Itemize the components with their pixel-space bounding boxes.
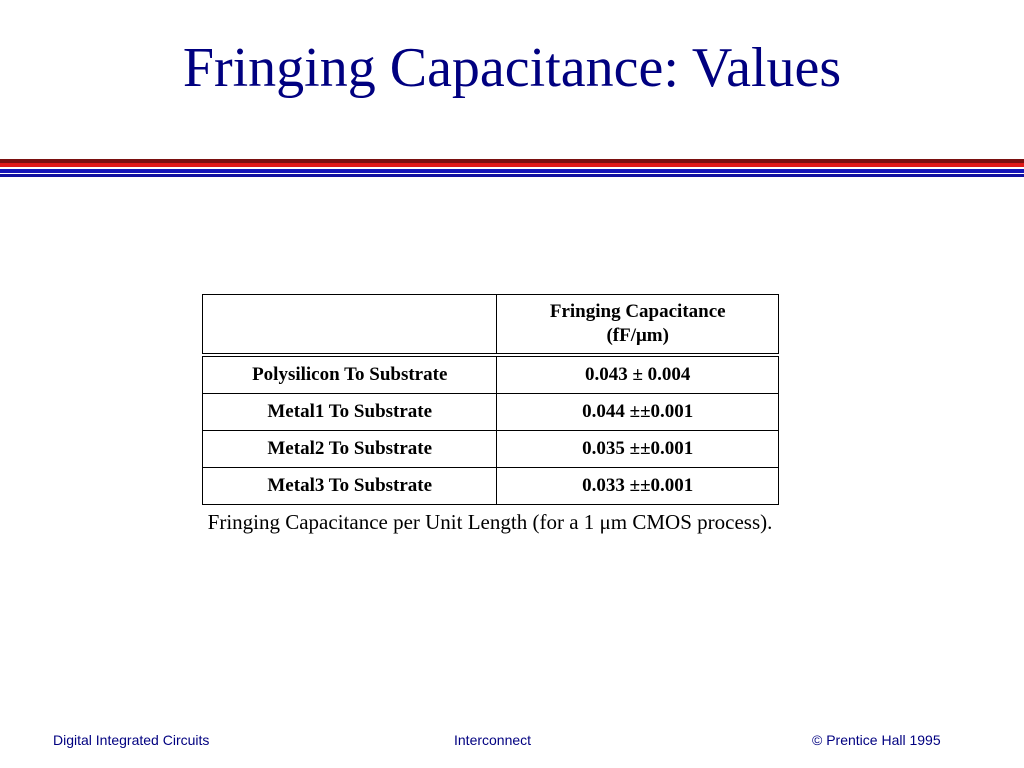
row-value: 0.033 ±±0.001 <box>497 468 779 505</box>
header-cell-empty <box>203 295 497 356</box>
table-row <box>203 355 779 394</box>
row-label: Metal1 To Substrate <box>203 394 497 431</box>
table-row <box>203 394 779 431</box>
row-label: Polysilicon To Substrate <box>203 355 497 394</box>
header-capacitance-label: Fringing Capacitance <box>549 301 726 322</box>
row-value: 0.044 ±±0.001 <box>497 394 779 431</box>
row-label: Metal2 To Substrate <box>203 431 497 468</box>
footer-chapter: Interconnect <box>454 732 532 748</box>
row-value: 0.043 ± 0.004 <box>497 355 779 394</box>
header-cell-capacitance <box>497 295 779 356</box>
table-caption: Fringing Capacitance per Unit Length (for a 1 μm CMOS process). <box>207 510 773 534</box>
table-row <box>203 468 779 505</box>
row-label: Metal3 To Substrate <box>203 468 497 505</box>
footer-copyright: © Prentice Hall 1995 <box>812 732 941 748</box>
footer-course-title: Digital Integrated Circuits <box>53 732 210 748</box>
divider-blue-thin <box>0 174 1024 177</box>
table-row <box>203 431 779 468</box>
slide-title: Fringing Capacitance: Values <box>182 37 842 99</box>
row-value: 0.035 ±±0.001 <box>497 431 779 468</box>
header-capacitance-unit: (fF/μm) <box>606 325 669 346</box>
capacitance-table <box>202 294 779 505</box>
divider-blue <box>0 169 1024 173</box>
table-header-row <box>203 295 779 356</box>
